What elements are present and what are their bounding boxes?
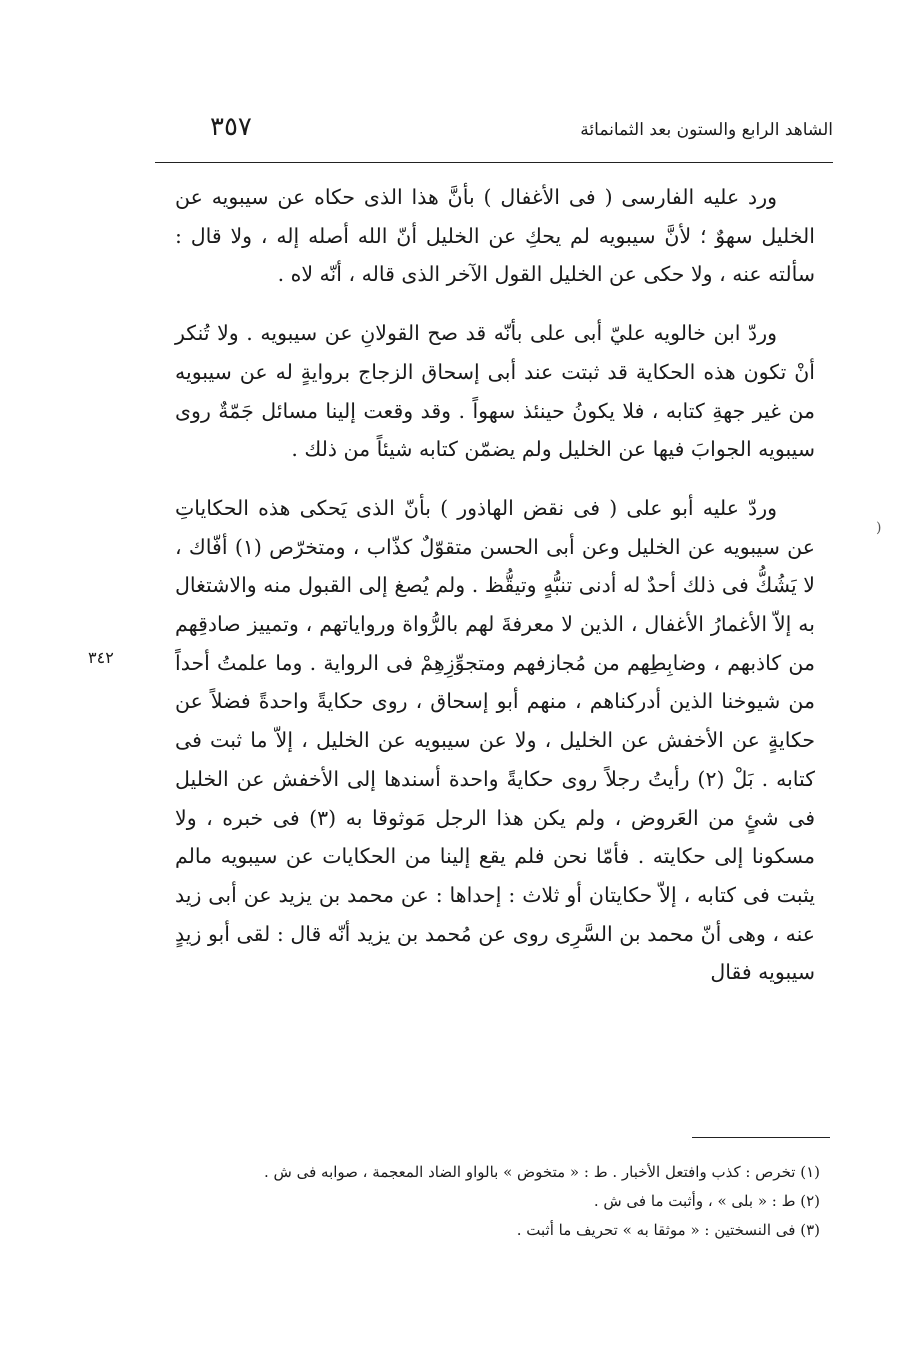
header-rule bbox=[155, 162, 833, 163]
margin-mark: ) bbox=[876, 520, 882, 536]
margin-page-reference: ٣٤٢ bbox=[88, 648, 114, 667]
page-number: ٣٥٧ bbox=[210, 112, 252, 142]
footnote-1: (١) تخرص : كذب وافتعل الأخبار . ط : « متخوض » بالواو الضاد المعجمة ، صوابه فى ش . bbox=[263, 1163, 820, 1181]
running-title: الشاهد الرابع والستون بعد الثمانمائة bbox=[580, 120, 833, 140]
footnotes bbox=[150, 1158, 820, 1245]
paragraph-2: وردّ ابن خالويه عليّ أبى على بأنّه قد صح القولانِ عن سيبويه . ولا تُنكر أنْ تكون هذه الحكاية قد ثبتت عند أبى إسحاق الزجاج بروايةٍ له عن سيبويه من غير جهةِ كتابه ، فلا يكونُ حينئذ سهواً . وقد وقعت إلينا مسائل جَمّةٌ روى سيبويه الجوابَ فيها عن الخليل ولم يضمّن كتابه شيئاً من ذلك . bbox=[175, 321, 815, 462]
footnote-rule bbox=[692, 1137, 830, 1138]
paragraph-1: ورد عليه الفارسى ( فى الأغفال ) بأنَّ هذا الذى حكاه عن سيبويه عن الخليل سهوٌ ؛ لأنَّ سيبويه لم يحكِ عن الخليل أنّ الله أصله إله ، ولا قال : سألته عنه ، ولا حكى عن الخليل القول الآخر الذى قاله ، أنّه لاه . bbox=[175, 185, 815, 287]
footnote-2: (٢) ط : « بلى » ، وأثبت ما فى ش . bbox=[593, 1192, 820, 1210]
footnote-3: (٣) فى النسختين : « موثقا به » تحريف ما أثبت . bbox=[516, 1221, 820, 1239]
main-text bbox=[175, 178, 815, 992]
running-header bbox=[155, 112, 833, 152]
paragraph-3: وردّ عليه أبو على ( فى نقض الهاذور ) بأنّ الذى يَحكى هذه الحكاياتِ عن سيبويه عن الخليل وعن أبى الحسن متقوّلٌ كذّاب ، ومتخرّص (١) أفّاك ، لا يَشُكُّ فى ذلك أحدٌ له أدنى تنبُّهٍ وتيقُّظ . ولم يُصغ إلى القبول منه والاشتغال به إلاّ الأغمارُ الأغفال ، الذين لا معرفةَ لهم بالرُّواة ورواياتهم ، وتمييز صادقِهم من كاذبهم ، وضابِطِهم من مُجازفهم ومتجوِّزِهِمْ فى الرواية . وما علمتُ أحداً من شيوخنا الذين أدركناهم ، منهم أبو إسحاق ، روى حكايةً واحدةً فضلاً عن حكايةٍ عن الأخفش عن الخليل ، ولا عن سيبويه عن الخليل ، إلاّ ما ثبت فى كتابه . بَلْ (٢) رأيتُ رجلاً روى حكايةً واحدة أسندها إلى الأخفش عن الخليل فى شئٍ من العَروض ، ولم يكن هذا الرجل مَوثوقا به (٣) فى خبره ، ولا مسكونا إلى حكايته . فأمّا نحن فلم يقع إلينا من الحكايات عن سيبويه مالم يثبت فى كتابه ، إلاّ حكايتان أو ثلاث : إحداها : عن محمد بن يزيد عن أبى زيد عنه ، وهى أنّ محمد بن السَّرِى روى عن مُحمد بن يزيد أنّه قال : لقى أبو زيدٍ سيبويه فقال bbox=[175, 495, 815, 985]
